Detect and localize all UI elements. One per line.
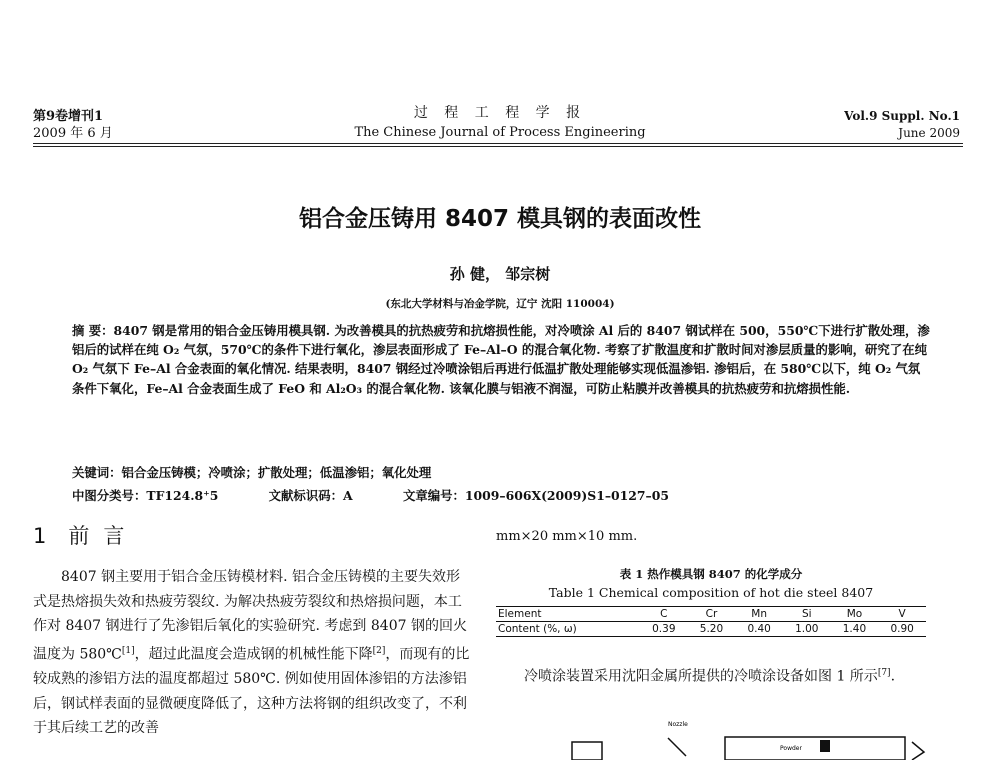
intro-paragraph xyxy=(33,565,473,741)
section-title: 前言 xyxy=(68,524,139,548)
intro-part-b: ，超过此温度会造成钢的机械性能下降 xyxy=(134,646,373,663)
figure-block xyxy=(820,740,830,752)
article-title: 铝合金压铸用 8407 模具钢的表面改性 xyxy=(298,206,702,232)
table-cell: 0.90 xyxy=(878,622,926,637)
table-cell: 1.40 xyxy=(831,622,879,637)
cold-spray-paragraph xyxy=(496,660,926,690)
table-cell: Content (%, ω) xyxy=(496,622,640,637)
article-authors: 孙 健， 邹宗树 xyxy=(449,265,551,283)
table-header: Mn xyxy=(735,607,783,622)
class-number: 中图分类号：TF124.8⁺5 xyxy=(72,488,219,503)
header-rule-second xyxy=(33,146,963,147)
table-header-row xyxy=(496,607,926,622)
figure-1-partial xyxy=(560,712,960,760)
specimen-size: mm×20 mm×10 mm. xyxy=(496,529,638,544)
volume-en: Vol.9 Suppl. No.1 xyxy=(844,109,960,123)
keywords: 关键词：铝合金压铸模；冷喷涂；扩散处理；低温渗铝；氧化处理 xyxy=(72,465,432,480)
abstract-text: 8407 钢是常用的铝合金压铸用模具钢. 为改善模具的抗热疲劳和抗熔损性能，对冷喷涂 Al 后的 8407 钢试样在 500，550℃下进行扩散处理，渗铝后的试样在纯 O₂ 气氛，570℃的条件下进行氧化，渗层表面形成了 Fe–Al–O 的混合氧化物. 考察了扩散温度和扩散时间对渗层质量的影响，研究了在纯 O₂ 气氛下 Fe–Al 合金表面的氧化情况. 结果表明，8407 钢经过冷喷涂铝后再进行低温扩散处理能够实现低温渗铝. 渗铝后，在 580℃以下，纯 O₂ 气氛条件下氧化，Fe–Al 合金表面生成了 FeO 和 Al₂O₃ 的混合氧化物. 该氧化膜与铝液不润湿，可防止粘膜并改善模具的抗热疲劳和抗熔损性能. xyxy=(72,323,930,396)
composition-table xyxy=(496,606,926,637)
journal-title-cn: 过 程 工 程 学 报 xyxy=(413,105,587,121)
header-right xyxy=(844,108,960,142)
header-left xyxy=(33,108,113,142)
figure-label-nozzle: Nozzle xyxy=(668,721,688,728)
intro-part-a: 模的主要失效形式是热熔损失效和热疲劳裂纹. 为解决热疲劳裂纹和热熔损问题，本工作对 8407 钢进行了先渗铝后氧化的实验研究. 考虑到 8407 钢的回火温度为 580℃ xyxy=(33,569,467,663)
classification-line xyxy=(72,486,715,504)
figure-chamber xyxy=(725,737,905,760)
table-row xyxy=(496,622,926,637)
article-affiliation: (东北大学材料与冶金学院，辽宁 沈阳 110004) xyxy=(385,298,615,310)
table-header: C xyxy=(640,607,688,622)
volume-cn: 第9卷增刊1 xyxy=(33,109,104,124)
abstract-label: 摘 要： xyxy=(72,323,114,338)
figure-label-powder: Powder xyxy=(780,745,802,752)
table-header: Si xyxy=(783,607,831,622)
table-caption-cn: 表 1 热作模具钢 8407 的化学成分 xyxy=(619,567,803,581)
intro-cut-line: 了，这种方法将钢的组织改变了，不利于其后续工艺的改善 xyxy=(33,695,467,737)
journal-title-en: The Chinese Journal of Process Engineering xyxy=(354,125,646,140)
article-number: 文章编号：1009–606X(2009)S1–0127–05 xyxy=(402,488,669,503)
table-header: Cr xyxy=(688,607,736,622)
abstract xyxy=(72,321,930,398)
citation-7: [7] xyxy=(877,668,891,678)
intro-line-1: 8407 钢主要用于铝合金压铸模材料. 铝合金压铸 xyxy=(61,569,362,585)
citation-2: [2] xyxy=(372,645,386,656)
intro-part-c: ，而现有的比较成熟的渗铝方法的温度都超过 580℃. 例如使用固体渗铝的方法渗铝后，钢试样表面的显微硬度降低 xyxy=(33,646,470,712)
header-center xyxy=(340,104,660,142)
citation-1: [1] xyxy=(121,645,135,656)
date-en: June 2009 xyxy=(898,126,960,140)
table-caption-en: Table 1 Chemical composition of hot die steel 8407 xyxy=(548,585,874,600)
header-rule xyxy=(33,143,963,144)
table-header: Element xyxy=(496,607,640,622)
intro-text xyxy=(33,565,473,741)
table-cell: 0.40 xyxy=(735,622,783,637)
table-header: Mo xyxy=(831,607,879,622)
table-cell: 0.39 xyxy=(640,622,688,637)
cold-spray-text xyxy=(496,660,926,690)
section-heading xyxy=(33,520,138,550)
table-header: V xyxy=(878,607,926,622)
section-number: 1 xyxy=(33,524,47,548)
cold-spray-sentence: 冷喷涂装置采用沈阳金属所提供的冷喷涂设备如图 1 所示 xyxy=(524,668,878,685)
date-cn: 2009 年 6 月 xyxy=(33,126,113,141)
figure-arrow xyxy=(912,742,924,760)
figure-nozzle-line xyxy=(668,738,686,756)
document-code: 文献标识码：A xyxy=(268,488,353,503)
table-cell: 1.00 xyxy=(783,622,831,637)
table-cell: 5.20 xyxy=(688,622,736,637)
figure-box-left xyxy=(572,742,602,760)
cold-spray-end: . xyxy=(890,668,896,685)
